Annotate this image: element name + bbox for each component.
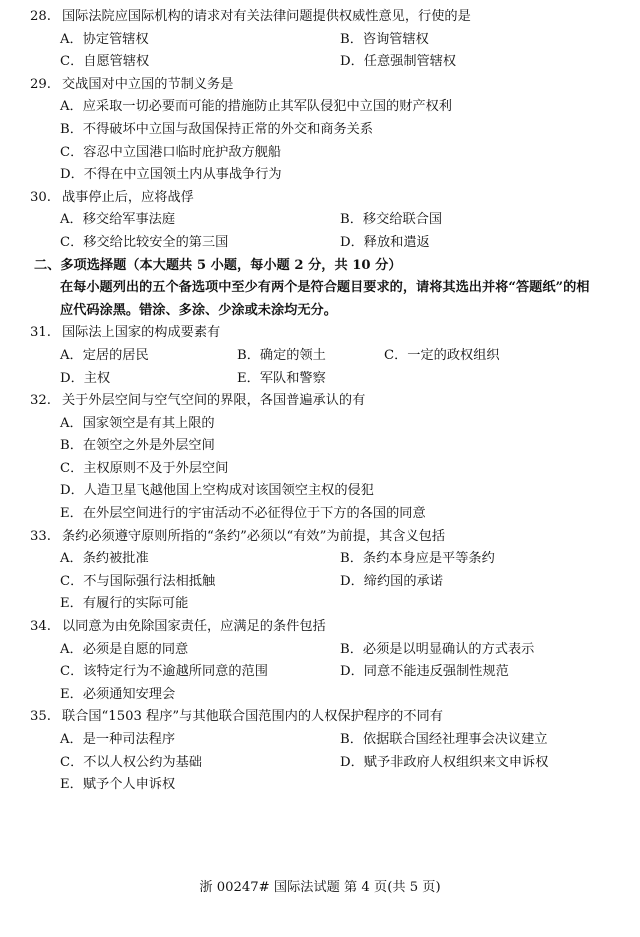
question-number: 32.: [30, 393, 51, 409]
answer-option: A．国家领空是有其上限的: [60, 415, 215, 431]
question-stem: 联合国“1503 程序”与其他联合国范围内的人权保护程序的不同有: [62, 709, 443, 725]
page-footer: 浙 00247# 国际法试题 第 4 页(共 5 页): [199, 880, 441, 895]
answer-option: C．移交给比较安全的第三国: [60, 234, 229, 250]
option-row: [60, 119, 620, 142]
question-list: [30, 6, 620, 797]
answer-option: B．依据联合国经社理事会决议建立: [340, 732, 548, 747]
option-row: [60, 413, 620, 436]
option-row: [60, 774, 620, 797]
option-row: [60, 164, 620, 187]
answer-option: A．应采取一切必要而可能的措施防止其军队侵犯中立国的财产权利: [60, 99, 452, 115]
answer-option: C．自愿管辖权: [60, 54, 150, 70]
option-list: [30, 729, 620, 797]
answer-option: C．容忍中立国港口临时庇护敌方舰船: [60, 144, 282, 160]
question-header: [30, 526, 620, 549]
answer-option: D．任意强制管辖权: [340, 54, 457, 70]
answer-option: A．是一种司法程序: [60, 732, 176, 747]
question-header: [30, 74, 620, 97]
section-instructions: 在每小题列出的五个备选项中至少有两个是符合题目要求的，请将其选出并将“答题纸”的相应代码涂黑。错涂、多涂、少涂或未涂均无分。: [60, 280, 590, 318]
option-row: [60, 29, 620, 52]
option-list: [30, 96, 620, 186]
option-row: [60, 684, 620, 707]
answer-option: A．定居的居民: [60, 347, 149, 363]
option-list: [30, 209, 620, 254]
option-row: [60, 435, 620, 458]
question-number: 29.: [30, 76, 51, 92]
question-number: 34.: [30, 619, 51, 635]
question-item: [30, 6, 620, 74]
answer-option: E．在外层空间进行的宇宙活动不必征得位于下方的各国的同意: [60, 506, 426, 522]
answer-option: B．确定的领土: [237, 347, 326, 363]
question-stem: 条约必须遵守原则所指的“条约”必须以“有效”为前提，其含义包括: [62, 528, 446, 544]
answer-option: D．缔约国的承诺: [340, 573, 443, 589]
answer-option: E．赋予个人申诉权: [60, 777, 176, 793]
question-stem: 国际法院应国际机构的请求对有关法律问题提供权威性意见，行使的是: [62, 9, 471, 24]
option-row: [60, 548, 620, 571]
answer-option: D．同意不能违反强制性规范: [340, 664, 509, 680]
answer-option: B．咨询管辖权: [340, 31, 429, 47]
question-header: [30, 6, 620, 29]
answer-option: E．军队和警察: [237, 370, 326, 386]
question-item: [30, 322, 620, 390]
question-number: 33.: [30, 528, 51, 544]
question-number: 31.: [30, 325, 51, 341]
option-row: [60, 232, 620, 255]
answer-option: D．释放和遣返: [340, 234, 430, 250]
answer-option: C．不与国际强行法相抵触: [60, 573, 216, 589]
question-item: [30, 526, 620, 616]
answer-option: C．一定的政权组织: [384, 347, 500, 363]
option-row: [60, 752, 620, 775]
question-header: [30, 390, 620, 413]
answer-option: E．有履行的实际可能: [60, 596, 189, 612]
question-header: [30, 706, 620, 729]
option-row: [60, 571, 620, 594]
answer-option: B．移交给联合国: [340, 212, 443, 228]
option-row: [60, 729, 620, 752]
option-row: [60, 639, 620, 662]
section-heading: 二、多项选择题（本大题共 5 小题，每小题 2 分，共 10 分）: [34, 257, 402, 273]
answer-option: B．不得破坏中立国与敌国保持正常的外交和商务关系: [60, 121, 374, 137]
answer-option: C．不以人权公约为基础: [60, 754, 202, 770]
answer-option: D．赋予非政府人权组织来文申诉权: [340, 754, 549, 770]
answer-option: B．必须是以明显确认的方式表示: [340, 641, 535, 657]
question-item: [30, 187, 620, 255]
option-row: [60, 593, 620, 616]
option-row: [60, 480, 620, 503]
question-stem: 以同意为由免除国家责任，应满足的条件包括: [62, 619, 326, 635]
question-header: [30, 187, 620, 210]
question-item: [30, 616, 620, 706]
option-row: [60, 345, 620, 368]
answer-option: D．主权: [60, 370, 111, 386]
option-row: [60, 458, 620, 481]
answer-option: B．在领空之外是外层空间: [60, 438, 215, 454]
option-list: [30, 345, 620, 390]
question-header: [30, 616, 620, 639]
question-stem: 关于外层空间与空气空间的界限，各国普遍承认的有: [62, 393, 366, 409]
question-number: 30.: [30, 189, 51, 205]
option-row: [60, 368, 620, 391]
question-item: [30, 390, 620, 526]
answer-option: D．不得在中立国领土内从事战争行为: [60, 167, 282, 183]
question-item: [30, 706, 620, 796]
question-stem: 战事停止后，应将战俘: [62, 189, 194, 205]
option-row: [60, 209, 620, 232]
answer-option: A．协定管辖权: [60, 31, 149, 47]
question-number: 35.: [30, 709, 51, 725]
question-item: [30, 74, 620, 187]
option-row: [60, 503, 620, 526]
option-list: [30, 548, 620, 616]
answer-option: A．条约被批准: [60, 551, 149, 567]
answer-option: B．条约本身应是平等条约: [340, 551, 495, 567]
option-list: [30, 413, 620, 526]
question-header: [30, 322, 620, 345]
answer-option: C．主权原则不及于外层空间: [60, 460, 229, 476]
answer-option: A．必须是自愿的同意: [60, 641, 189, 657]
answer-option: D．人造卫星飞越他国上空构成对该国领空主权的侵犯: [60, 483, 374, 499]
answer-option: A．移交给军事法庭: [60, 212, 176, 228]
question-stem: 交战国对中立国的节制义务是: [62, 76, 234, 92]
option-row: [60, 142, 620, 165]
option-row: [60, 96, 620, 119]
option-row: [60, 661, 620, 684]
option-list: [30, 29, 620, 74]
question-stem: 国际法上国家的构成要素有: [62, 325, 221, 341]
option-row: [60, 51, 620, 74]
answer-option: E．必须通知安理会: [60, 686, 176, 702]
answer-option: C．该特定行为不逾越所同意的范围: [60, 664, 268, 680]
question-number: 28.: [30, 9, 51, 24]
option-list: [30, 639, 620, 707]
